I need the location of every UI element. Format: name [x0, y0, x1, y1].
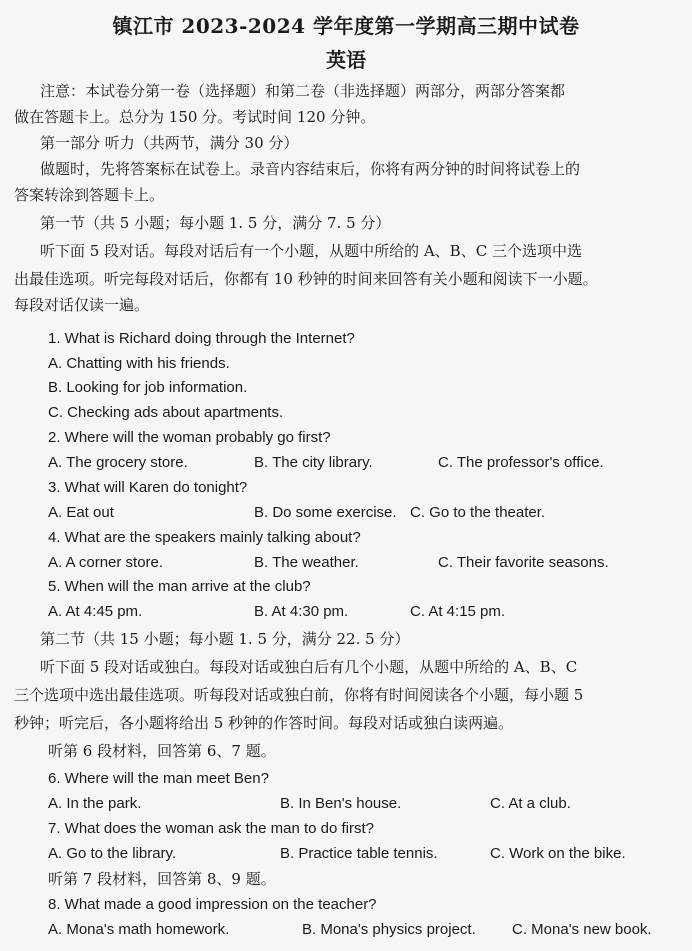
- question-7-option-c: C. Work on the bike.: [490, 845, 626, 862]
- question-1-option-c: C. Checking ads about apartments.: [48, 404, 284, 421]
- exam-title: 镇江市 2023-2024 学年度第一学期高三期中试卷: [112, 14, 580, 38]
- question-1: 1. What is Richard doing through the Internet?: [48, 330, 355, 347]
- question-7-option-a: A. Go to the library.: [48, 845, 177, 862]
- notice-line-2: 做在答题卡上。总分为 150 分。考试时间 120 分钟。: [14, 108, 376, 126]
- part1-instruction-2: 答案转涂到答题卡上。: [14, 186, 165, 204]
- question-7: 7. What does the woman ask the man to do first?: [48, 820, 375, 837]
- question-5: 5. When will the man arrive at the club?: [48, 578, 311, 595]
- section2-instruction-1: 听下面 5 段对话或独白。每段对话或独白后有几个小题，从题中所给的 A、B、C: [40, 658, 578, 676]
- question-4-option-a: A. A corner store.: [48, 554, 164, 571]
- question-4: 4. What are the speakers mainly talking about?: [48, 529, 361, 546]
- question-5-option-a: A. At 4:45 pm.: [48, 603, 143, 620]
- section1-heading: 第一节（共 5 小题；每小题 1. 5 分，满分 7. 5 分）: [40, 214, 391, 232]
- question-2-option-b: B. The city library.: [254, 454, 373, 471]
- material-7-heading: 听第 7 段材料，回答第 8、9 题。: [48, 870, 276, 888]
- question-5-option-b: B. At 4:30 pm.: [254, 603, 349, 620]
- section2-heading: 第二节（共 15 小题；每小题 1. 5 分，满分 22. 5 分）: [40, 630, 410, 648]
- question-8-option-b: B. Mona's physics project.: [302, 921, 476, 938]
- question-6-option-c: C. At a club.: [490, 795, 571, 812]
- question-4-option-c: C. Their favorite seasons.: [438, 554, 609, 571]
- question-8-option-c: C. Mona's new book.: [512, 921, 652, 938]
- part1-heading: 第一部分 听力（共两节，满分 30 分）: [40, 134, 299, 152]
- question-3-option-a: A. Eat out: [48, 504, 114, 521]
- question-2-option-c: C. The professor's office.: [438, 454, 604, 471]
- question-2-option-a: A. The grocery store.: [48, 454, 188, 471]
- question-8-option-a: A. Mona's math homework.: [48, 921, 230, 938]
- question-6: 6. Where will the man meet Ben?: [48, 770, 269, 787]
- question-5-option-c: C. At 4:15 pm.: [410, 603, 506, 620]
- part1-instruction-1: 做题时，先将答案标在试卷上。录音内容结束后，你将有两分钟的时间将试卷上的: [40, 160, 581, 178]
- question-1-option-a: A. Chatting with his friends.: [48, 355, 230, 372]
- material-6-heading: 听第 6 段材料，回答第 6、7 题。: [48, 742, 276, 760]
- section1-instruction-3: 每段对话仅读一遍。: [14, 296, 150, 314]
- question-7-option-b: B. Practice table tennis.: [280, 845, 438, 862]
- section1-instruction-2: 出最佳选项。听完每段对话后，你都有 10 秒钟的时间来回答有关小题和阅读下一小题。: [14, 270, 598, 288]
- question-1-option-b: B. Looking for job information.: [48, 379, 248, 396]
- question-3-option-b: B. Do some exercise.: [254, 504, 397, 521]
- question-6-option-b: B. In Ben's house.: [280, 795, 402, 812]
- subject-title: 英语: [326, 48, 366, 72]
- section1-instruction-1: 听下面 5 段对话。每段对话后有一个小题，从题中所给的 A、B、C 三个选项中选: [40, 242, 582, 260]
- question-3-option-c: C. Go to the theater.: [410, 504, 546, 521]
- notice-line-1: 注意：本试卷分第一卷（选择题）和第二卷（非选择题）两部分，两部分答案都: [40, 82, 566, 100]
- question-3: 3. What will Karen do tonight?: [48, 479, 248, 496]
- question-6-option-a: A. In the park.: [48, 795, 142, 812]
- question-8: 8. What made a good impression on the teacher?: [48, 896, 377, 913]
- section2-instruction-2: 三个选项中选出最佳选项。听每段对话或独白前，你将有时间阅读各个小题，每小题 5: [14, 686, 584, 704]
- question-2: 2. Where will the woman probably go first?: [48, 429, 331, 446]
- section2-instruction-3: 秒钟；听完后，各小题将给出 5 秒钟的作答时间。每段对话或独白读两遍。: [14, 714, 514, 732]
- question-4-option-b: B. The weather.: [254, 554, 359, 571]
